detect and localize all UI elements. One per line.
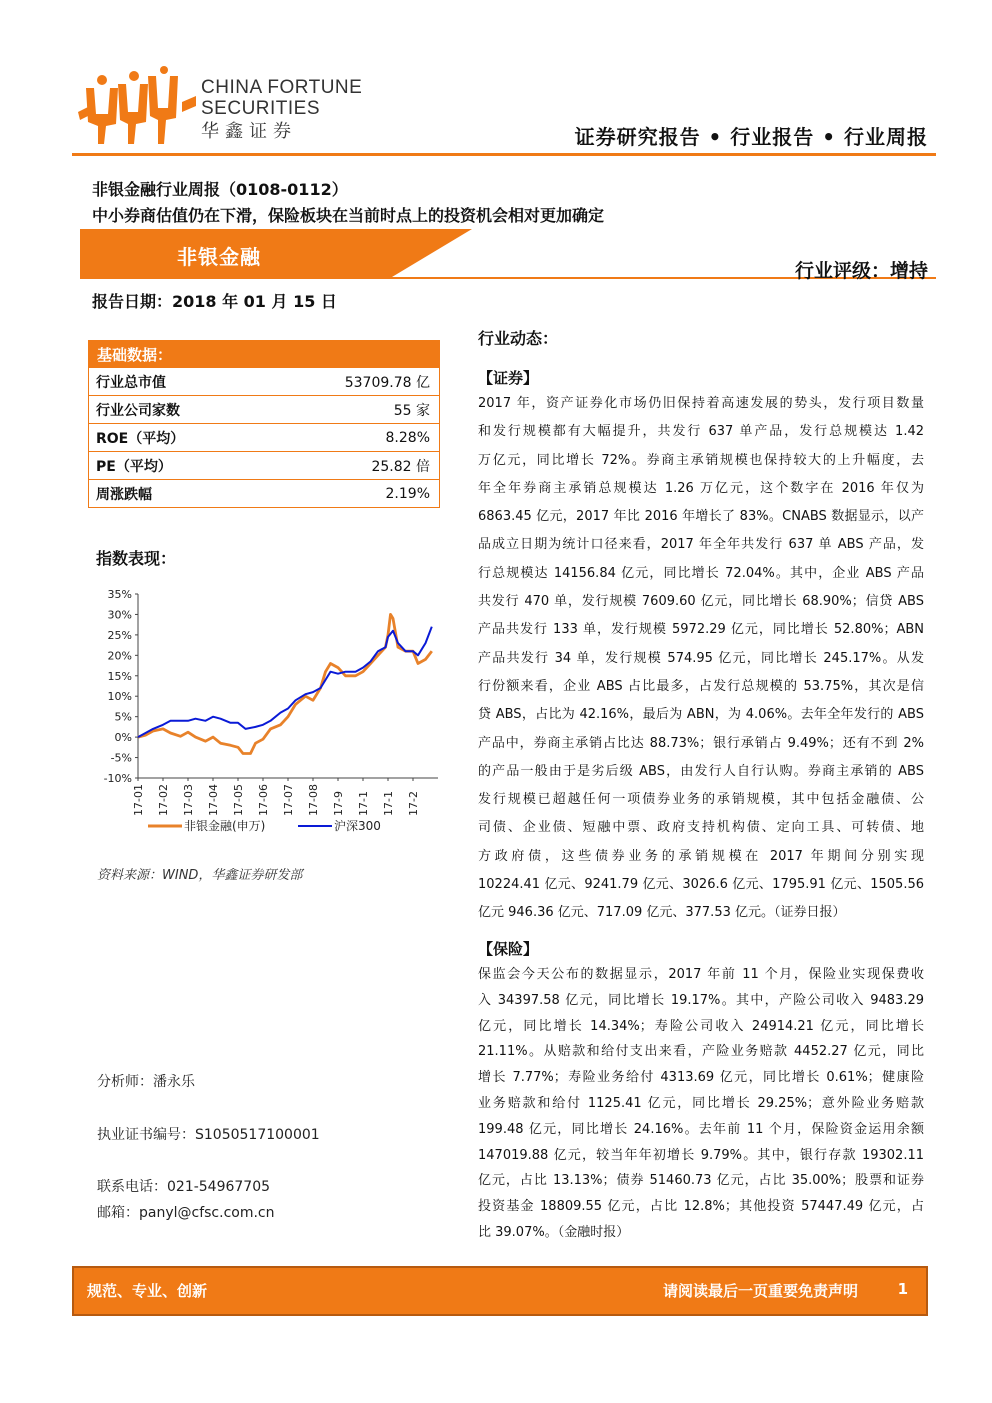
page-number: 1 — [897, 1280, 908, 1298]
text-line: 10224.41 亿元、9241.79 亿元、3026.6 亿元、1795.91 亿元、1505.56 — [478, 877, 924, 893]
analyst-email: 邮箱：panyl@cfsc.com.cn — [97, 1205, 275, 1221]
text-line: 年全年券商主承销总规模达 1.26 万亿元，这个数字在 2016 年仅为 — [478, 480, 924, 496]
x-tick-label: 17-02 — [157, 784, 170, 816]
basic-data-heading: 基础数据： — [89, 341, 439, 367]
row-label: 行业总市值 — [96, 374, 166, 391]
text-line: 投资基金 18809.55 亿元，占比 12.8%；其他投资 57447.49 亿元，占 — [478, 1199, 924, 1215]
text-line: 产品共发行 133 单，发行规模 5972.29 亿元，同比增长 52.80%；ABN — [478, 622, 924, 638]
text-line: 产品共发行 34 单，发行规模 574.95 亿元，同比增长 245.17%。从发 — [478, 650, 924, 666]
y-tick-label: 0% — [114, 731, 132, 745]
x-tick-label: 17-03 — [182, 784, 195, 816]
x-tick-label: 17-05 — [232, 784, 245, 816]
index-heading: 指数表现： — [96, 549, 177, 568]
text-line: 增长 7.77%；寿险业务给付 4313.69 亿元，同比增长 0.61%；健康险 — [478, 1070, 924, 1086]
brand-name-cn: 华鑫证券 — [201, 121, 297, 141]
basic-data-table — [88, 340, 440, 508]
y-tick-label: 25% — [107, 628, 132, 642]
text-line: 方政府债，这些债券业务的承销规模在 2017 年期间分别实现 — [478, 848, 924, 864]
brand-name-en-2: SECURITIES — [201, 98, 321, 119]
y-tick-label: 10% — [107, 690, 132, 704]
y-tick-label: -10% — [103, 772, 132, 785]
x-tick-label: 17-1 — [357, 791, 370, 816]
x-tick-label: 17-04 — [207, 784, 220, 816]
row-value: 25.82 倍 — [371, 458, 430, 475]
report-date: 报告日期：2018 年 01 月 15 日 — [92, 292, 337, 311]
text-line: 147019.88 亿元，较当年年初增长 9.79%。其中，银行存款 19302.11 — [478, 1147, 924, 1163]
report-subtitle: 中小券商估值仍在下滑，保险板块在当前时点上的投资机会相对更加确定 — [92, 206, 605, 225]
text-line: 行份额来看，企业 ABS 占比最多，占发行总规模的 53.75%，其次是信 — [478, 678, 924, 694]
brand-block — [201, 77, 362, 142]
report-title: 非银金融行业周报（0108-0112） — [92, 180, 348, 199]
text-line: 行总规模达 14156.84 亿元，同比增长 72.04%。其中，企业 ABS 产品 — [478, 565, 924, 581]
text-line: 入 34397.58 亿元，同比增长 19.17%。其中，产险公司收入 9483.29 — [478, 992, 924, 1008]
text-line: 6863.45 亿元，2017 年比 2016 年增长了 83%。CNABS 数据显示，以产 — [478, 509, 924, 525]
y-tick-label: 15% — [107, 669, 132, 683]
index-chart — [92, 582, 442, 842]
text-line: 199.48 亿元，同比增长 24.16%。去年前 11 个月，保险资金运用余额 — [478, 1121, 924, 1137]
text-line: 亿元 946.36 亿元、717.09 亿元、377.53 亿元。（证券日报） — [478, 905, 846, 921]
securities-paragraph — [478, 390, 924, 928]
text-line: 产品中，券商主承销占比达 88.73%；银行承销占 9.49%；还有不到 2% — [478, 735, 924, 751]
x-tick-label: 17-2 — [407, 791, 420, 816]
data-source: 资料来源：WIND，华鑫证券研发部 — [97, 868, 303, 883]
table-row — [89, 395, 439, 423]
x-tick-label: 17-06 — [257, 784, 270, 816]
text-line: 共发行 470 单，发行规模 7609.60 亿元，同比增长 68.90%；信贷 ABS — [478, 594, 924, 610]
table-row — [89, 479, 439, 507]
legend-label: 非银金融(申万) — [184, 819, 266, 833]
series-line-0 — [138, 614, 432, 753]
brand-name-en-1: CHINA FORTUNE — [201, 77, 363, 98]
page-footer — [72, 1266, 928, 1316]
text-line: 2017 年，资产证券化市场仍旧保持着高速发展的势头，发行项目数量 — [478, 396, 924, 411]
y-tick-label: 5% — [114, 710, 132, 724]
report-type: 证券研究报告 • 行业报告 • 行业周报 — [574, 125, 928, 149]
text-line: 亿元，占比 13.13%；债券 51460.73 亿元，占比 35.00%；股票和证券 — [478, 1173, 924, 1189]
x-tick-label: 17-07 — [282, 784, 295, 816]
row-label: 行业公司家数 — [96, 402, 180, 419]
text-line: 21.11%。从赔款和给付支出来看，产险业务赔款 4452.27 亿元，同比 — [478, 1044, 924, 1060]
dynamics-heading: 行业动态： — [478, 329, 559, 348]
table-row — [89, 451, 439, 479]
text-line: 司债、企业债、短融中票、政府支持机构债、定向工具、可转债、地 — [478, 820, 924, 836]
text-line: 和发行规模都有大幅提升，共发行 637 单产品，发行总规模达 1.42 — [478, 424, 924, 440]
text-line: 亿元，同比增长 14.34%；寿险公司收入 24914.21 亿元，同比增长 — [478, 1018, 924, 1034]
x-tick-label: 17-01 — [132, 784, 145, 816]
legend-label: 沪深300 — [334, 819, 381, 833]
analyst-cert: 执业证书编号：S1050517100001 — [97, 1127, 320, 1143]
text-line: 贷 ABS，占比为 42.16%，最后为 ABN，为 4.06%。去年全年发行的 ABS — [478, 707, 924, 723]
y-tick-label: 35% — [107, 588, 132, 601]
footer-slogan: 规范、专业、创新 — [87, 1282, 208, 1300]
x-tick-label: 17-08 — [307, 784, 320, 816]
sector-name: 非银金融 — [177, 245, 261, 269]
text-line: 保监会今天公布的数据显示，2017 年前 11 个月，保险业实现保费收 — [478, 967, 924, 982]
insurance-paragraph — [478, 962, 924, 1246]
table-row — [89, 367, 439, 395]
section-insurance-title: 【保险】 — [478, 940, 539, 958]
header-divider — [72, 153, 936, 156]
footer-disclaimer-link[interactable]: 请阅读最后一页重要免责声明 — [662, 1282, 858, 1300]
row-label: ROE（平均） — [96, 430, 185, 447]
text-line: 品成立日期为统计口径来看，2017 年全年共发行 637 单 ABS 产品，发 — [478, 537, 924, 553]
x-tick-label: 17-9 — [332, 791, 345, 816]
industry-rating: 行业评级：增持 — [794, 260, 928, 282]
analyst-phone: 联系电话：021-54967705 — [97, 1179, 271, 1195]
analyst-name: 分析师：潘永乐 — [97, 1074, 195, 1090]
row-value: 8.28% — [385, 429, 430, 446]
text-line: 发行规模已超越任何一项债券业务的承销规模，其中包括金融债、公 — [478, 792, 924, 808]
y-tick-label: 20% — [107, 649, 132, 663]
text-line: 万亿元，同比增长 72%。券商主承销规模也保持较大的上升幅度，去 — [478, 452, 924, 468]
company-logo-icon — [78, 66, 198, 146]
row-label: PE（平均） — [96, 458, 172, 475]
y-tick-label: 30% — [107, 608, 132, 622]
text-line: 的产品一般由于是劣后级 ABS，由发行人自行认购。券商主承销的 ABS — [478, 763, 924, 779]
row-label: 周涨跌幅 — [96, 486, 152, 503]
table-row — [89, 423, 439, 451]
section-securities-title: 【证券】 — [478, 369, 539, 387]
text-line: 业务赔款和给付 1125.41 亿元，同比增长 29.25%；意外险业务赔款 — [478, 1095, 924, 1111]
x-tick-label: 17-1 — [382, 791, 395, 816]
row-value: 2.19% — [385, 485, 430, 502]
y-tick-label: -5% — [110, 751, 132, 765]
row-value: 53709.78 亿 — [344, 374, 430, 391]
text-line: 比 39.07%。（金融时报） — [478, 1224, 630, 1240]
row-value: 55 家 — [393, 402, 430, 419]
